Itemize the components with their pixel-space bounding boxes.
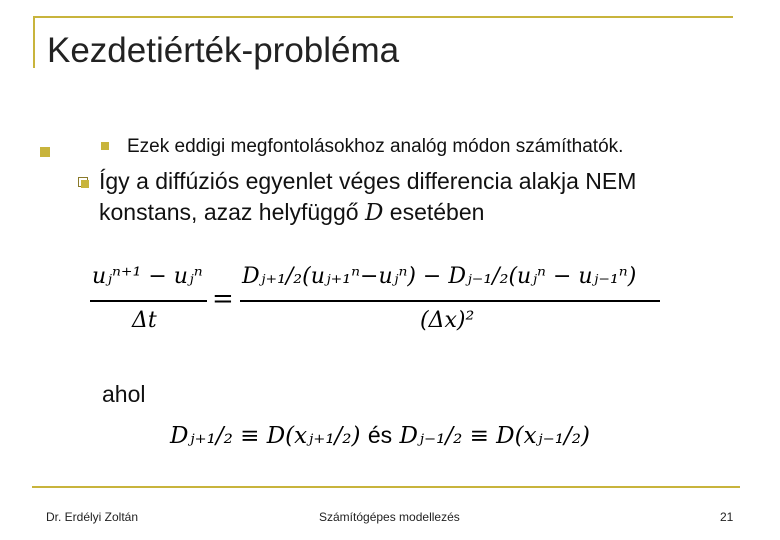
open-square-bullet-icon [78,177,89,188]
footer-page-number: 21 [720,510,734,524]
bullet-main-text [99,166,636,229]
footer-author: Dr. Erdélyi Zoltán [46,510,139,524]
small-bullet-square [101,142,109,150]
lhs-numerator: uⱼⁿ⁺¹ − uⱼⁿ [92,264,203,289]
bullet-main-var: D [364,200,384,226]
footer-course: Számítógépes modellezés [319,510,460,524]
definition-line [170,418,590,453]
slide-title: Kezdetiérték-probléma [47,31,400,70]
bullet-main-line2-after: esetében [383,199,485,225]
bullet-main-line1: Így a diffúziós egyenlet véges differencia alakja NEM [99,168,637,194]
rhs-numerator: Dⱼ₊₁/₂(uⱼ₊₁ⁿ−uⱼⁿ) − Dⱼ₋₁/₂(uⱼⁿ − uⱼ₋₁ⁿ) [242,264,637,289]
rhs-fraction-bar [240,300,660,302]
rhs-denominator: (Δx)² [420,308,475,333]
definition-right: Dⱼ₋₁/₂ ≡ D(xⱼ₋₁/₂) [399,423,590,449]
bullet-main-line2 [99,197,636,229]
frame-left-line [33,16,35,68]
finite-difference-equation [90,262,670,342]
lhs-fraction-bar [90,300,207,302]
equals-sign: = [212,284,234,314]
frame-bottom-line [32,486,740,488]
definition-left: Dⱼ₊₁/₂ ≡ D(xⱼ₊₁/₂) [170,423,361,449]
outer-bullet-square [40,147,50,157]
definition-connector: és [367,422,393,448]
bullet-small-text: Ezek eddigi megfontolásokhoz analóg módon számíthatók. [127,136,624,157]
lhs-denominator: Δt [132,308,157,333]
ahol-label: ahol [102,381,146,407]
bullet-main-line2-before: konstans, azaz helyfüggő [99,199,365,225]
frame-top-line [33,16,733,18]
